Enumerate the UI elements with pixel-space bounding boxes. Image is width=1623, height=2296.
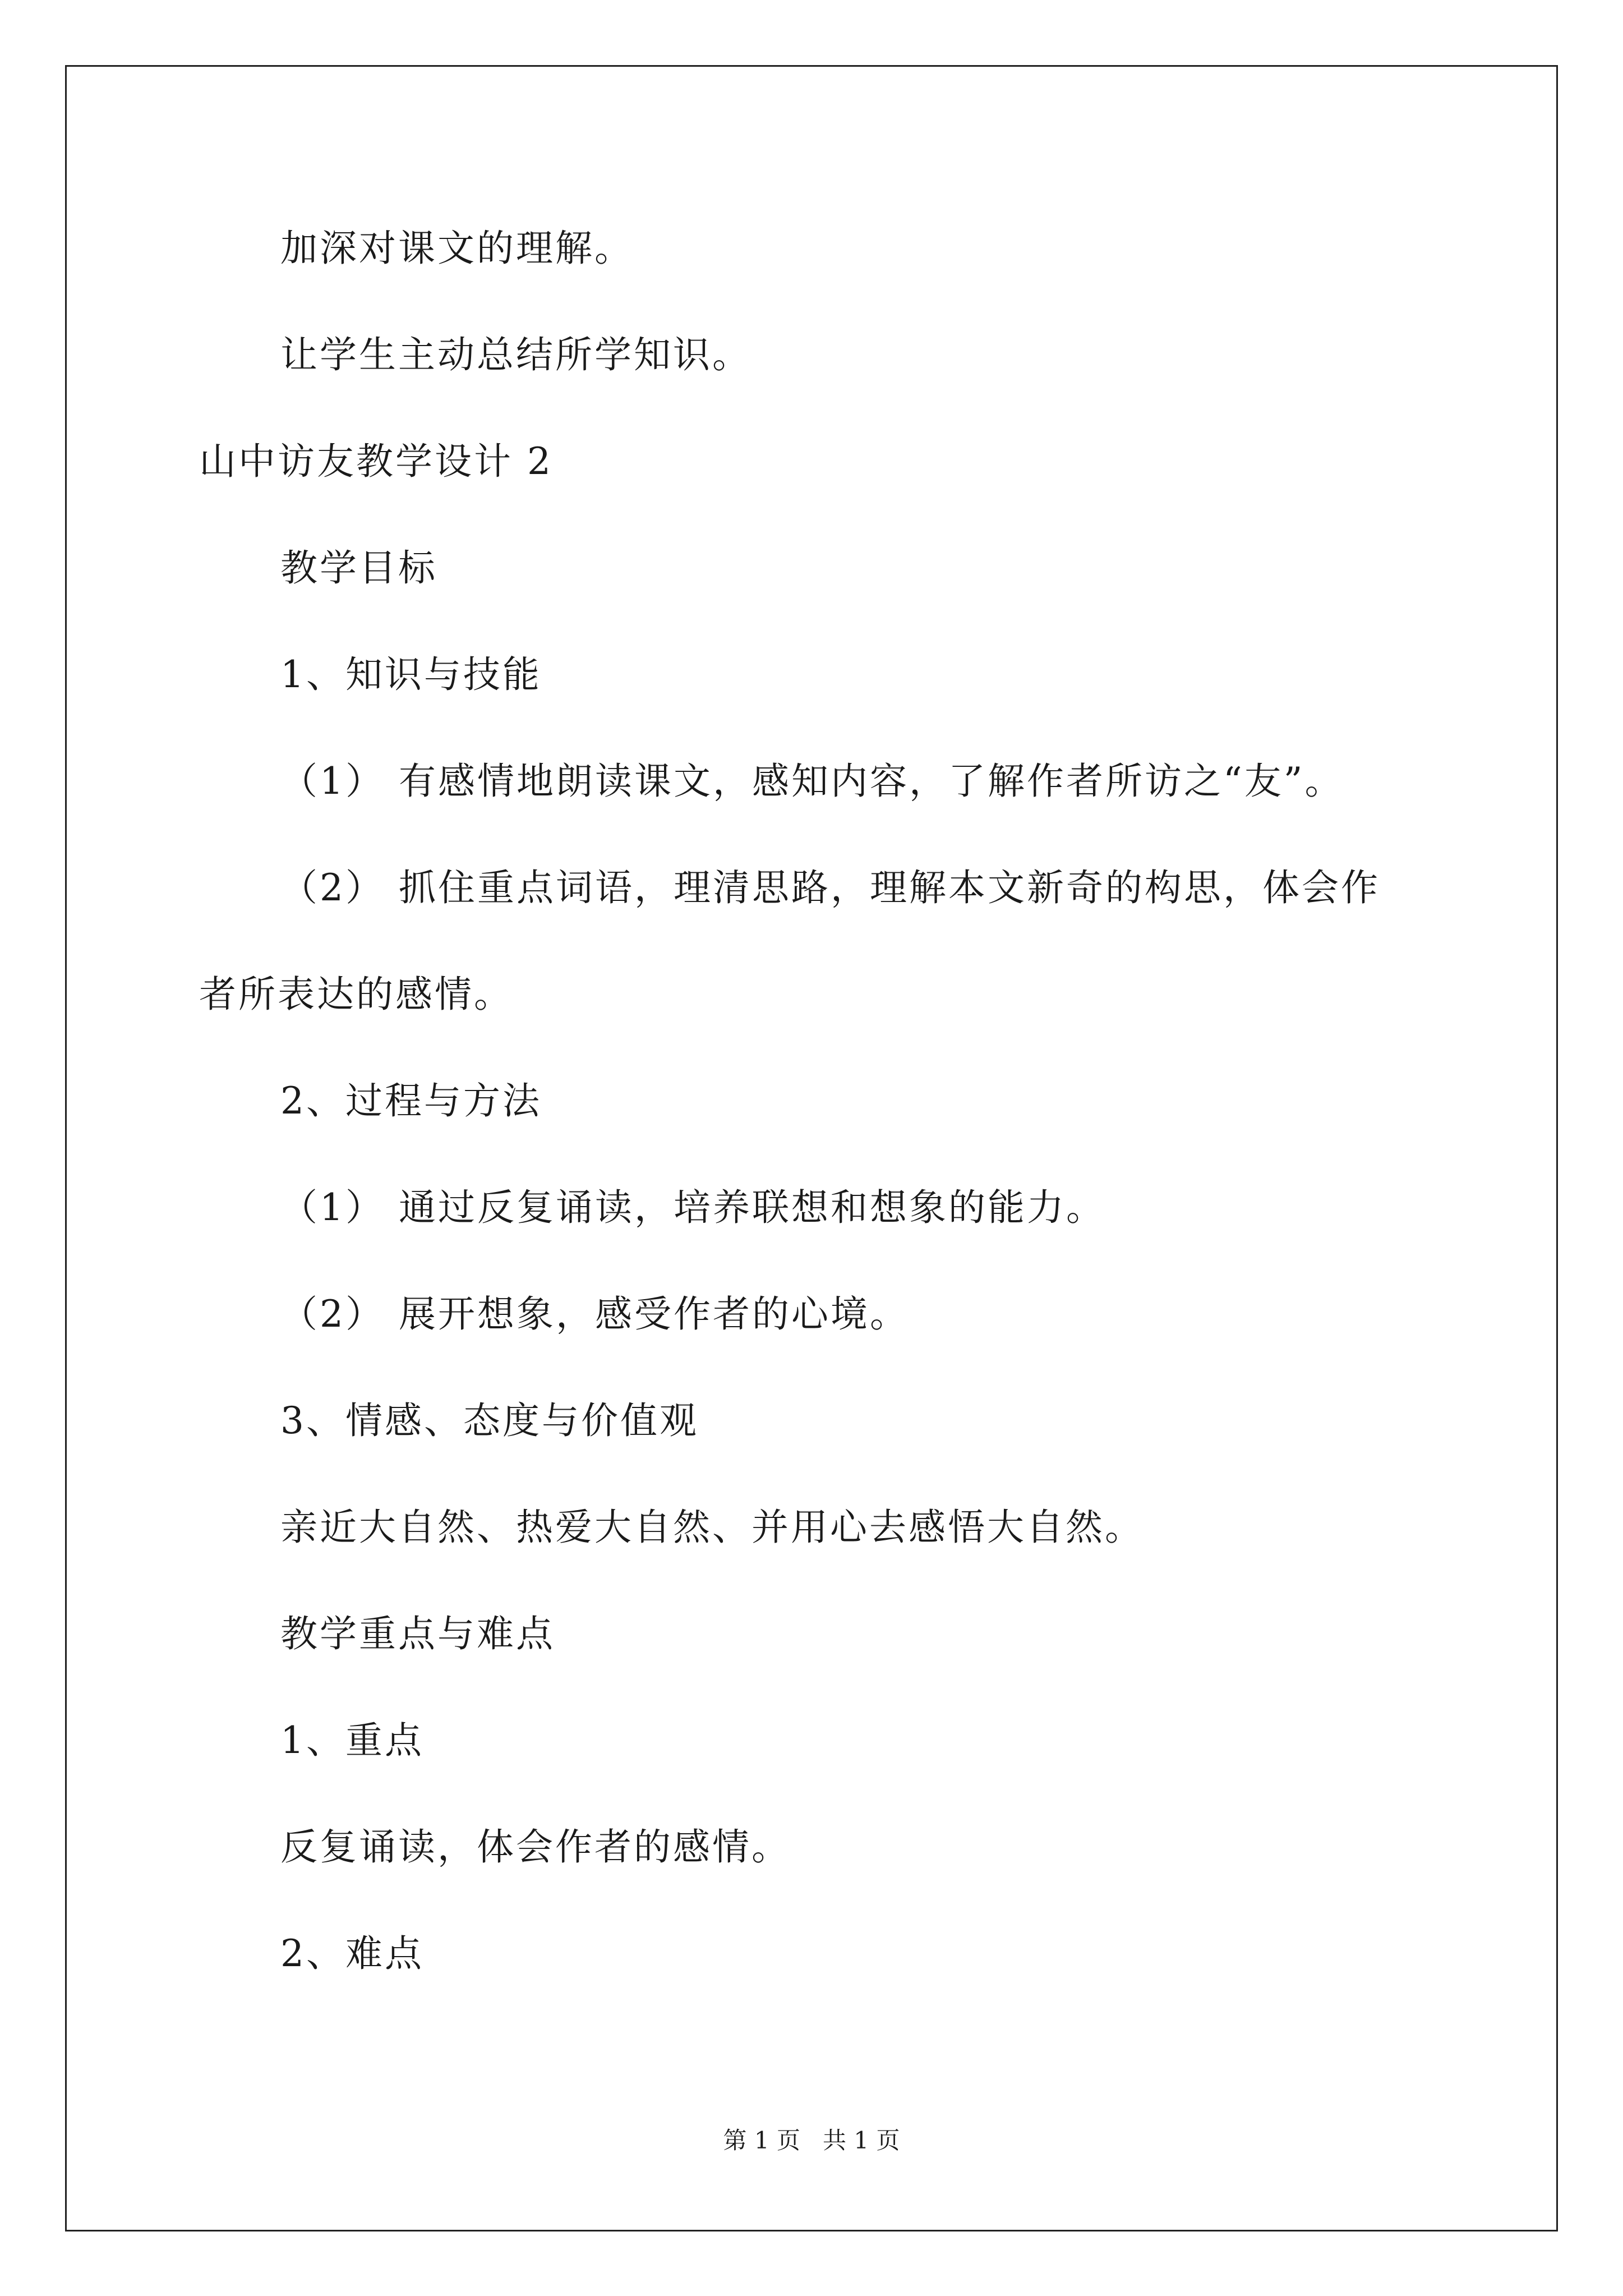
subheading-knowledge-skills: 1、知识与技能 <box>280 653 542 696</box>
page-footer: 第 1 页 共 1 页 <box>723 2127 900 2154</box>
list-item-1-1: （1） 有感情地朗读课文，感知内容，了解作者所访之“友”。 <box>280 760 1344 803</box>
subheading-difficult-point: 2、难点 <box>280 1932 424 1975</box>
subheading-process-methods: 2、过程与方法 <box>280 1079 542 1122</box>
list-item-1-2-continued: 者所表达的感情。 <box>199 973 513 1016</box>
subheading-emotion-values: 3、情感、态度与价值观 <box>280 1399 699 1442</box>
list-item-2-2: （2） 展开想象，感受作者的心境。 <box>280 1292 909 1336</box>
list-item-2-1: （1） 通过反复诵读，培养联想和想象的能力。 <box>280 1186 1105 1229</box>
page-frame <box>65 65 1558 2231</box>
paragraph-line-1: 加深对课文的理解。 <box>280 227 634 270</box>
list-item-1-2: （2） 抓住重点词语，理清思路，理解本文新奇的构思，体会作 <box>280 866 1380 909</box>
paragraph-nature: 亲近大自然、热爱大自然、并用心去感悟大自然。 <box>280 1506 1144 1549</box>
heading-teaching-goals: 教学目标 <box>280 546 437 590</box>
heading-key-difficult-points: 教学重点与难点 <box>280 1612 555 1655</box>
paragraph-key-point: 反复诵读，体会作者的感情。 <box>280 1825 791 1869</box>
section-title: 山中访友教学设计 2 <box>199 440 553 483</box>
subheading-key-point: 1、重点 <box>280 1719 424 1762</box>
paragraph-line-2: 让学生主动总结所学知识。 <box>280 333 751 376</box>
